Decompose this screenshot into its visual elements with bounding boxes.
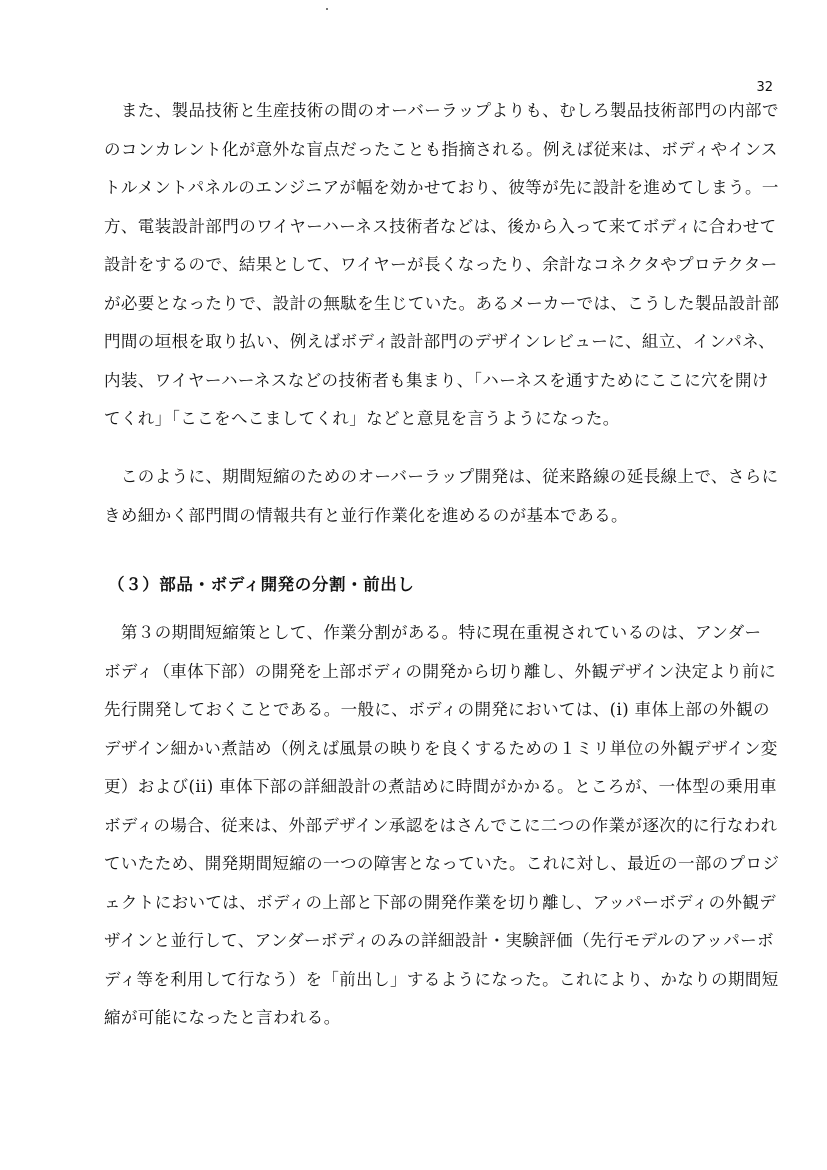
text-line: 内装、ワイヤーハーネスなどの技術者も集まり、「ハーネスを通すためにここに穴を開け (104, 370, 769, 390)
paragraph-overlap-concurrency (104, 92, 782, 439)
page-number: 32 (756, 80, 773, 95)
text-line: トルメントパネルのエンジニアが幅を効かせており、彼等が先に設計を進めてしまう。一 (104, 178, 779, 197)
text-line: 先行開発しておくことである。一般に、ボディの開発においては、(i) 車体上部の外観の (104, 700, 770, 719)
text-line: てくれ」「ここをへこましてくれ」などと意見を言うようになった。 (104, 409, 620, 428)
text-line: 設計をするので、結果として、ワイヤーが長くなったり、余計なコネクタやプロテクター (104, 255, 778, 274)
text-line: ていたため、開発期間短縮の一つの障害となっていた。これに対し、最近の一部のプロジ (104, 854, 780, 873)
text-line: また、製品技術と生産技術の間のオーバーラップよりも、むしろ製品技術部門の内部で (104, 101, 779, 120)
text-line: 門間の垣根を取り払い、例えばボディ設計部門のデザインレビューに、組立、インパネ、 (104, 332, 775, 351)
paragraph-summary (104, 458, 782, 535)
text-line: のコンカレント化が意外な盲点だったことも指摘される。例えば従来は、ボディやインス (104, 139, 778, 159)
text-line: 第３の期間短縮策として、作業分割がある。特に現在重視されているのは、アンダー (104, 623, 762, 642)
text-line: 方、電装設計部門のワイヤーハーネス技術者などは、後から入って来てボディに合わせて (104, 216, 777, 236)
text-line: このように、期間短縮のためのオーバーラップ開発は、従来路線の延長線上で、さらに (104, 467, 779, 486)
text-line: 更）および(ii) 車体下部の詳細設計の煮詰めに時間がかかる。ところが、一体型の乗用車 (104, 777, 777, 796)
text-line: 縮が可能になったと言われる。 (104, 1008, 341, 1027)
text-line: が必要となったりで、設計の無駄を生じていた。あるメーカーでは、こうした製品設計部 (104, 293, 780, 313)
text-line: ボディ（車体下部）の開発を上部ボディの開発から切り離し、外観デザイン決定より前に (104, 661, 777, 681)
text-line: きめ細かく部門間の情報共有と並行作業化を進めるのが基本である。 (104, 505, 628, 525)
paragraph-body-split (104, 614, 782, 1038)
section-heading: （３）部品・ボディ開発の分割・前出し (108, 575, 415, 594)
text-line: ザインと並行して、アンダーボディのみの詳細設計・実験評価（先行モデルのアッパーボ (104, 931, 774, 950)
text-line: デザイン細かい煮詰め（例えば風景の映りを良くするための１ミリ単位の外観デザイン変 (104, 738, 778, 758)
text-line: ェクトにおいては、ボディの上部と下部の開発作業を切り離し、アッパーボディの外観デ (104, 892, 777, 912)
text-line: ボディの場合、従来は、外部デザイン承認をはさんでこに二つの作業が逐次的に行なわれ (104, 815, 778, 835)
text-line: ディ等を利用して行なう）を「前出し」するようになった。これにより、かなりの期間短 (104, 969, 779, 989)
scan-speck (326, 8, 328, 10)
